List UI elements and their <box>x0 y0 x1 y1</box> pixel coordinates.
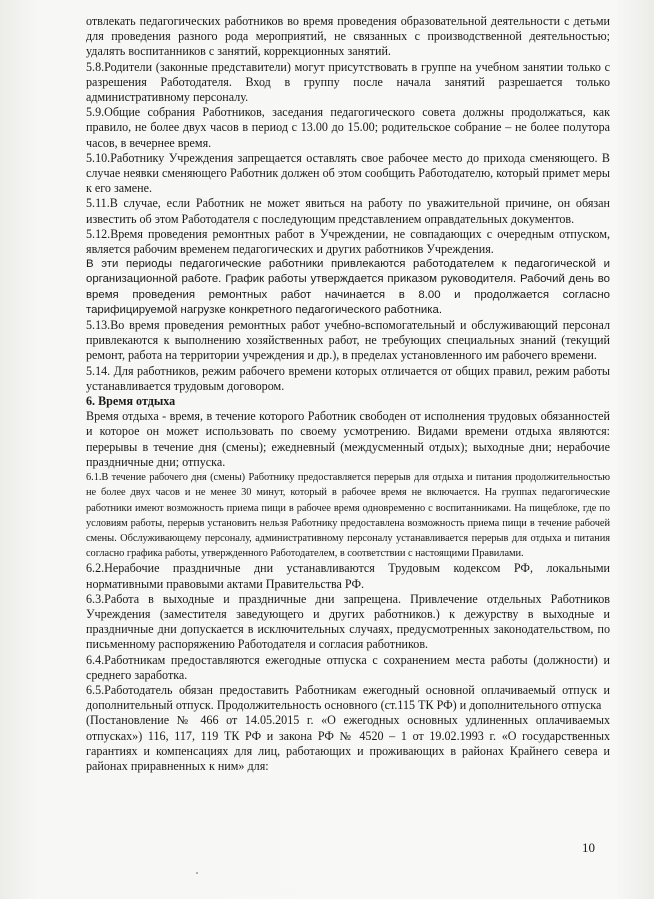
paragraph-6-5: 6.5.Работодатель обязан предоставить Работникам ежегодный основной оплачиваемый отпуск и дополнительный отпуск. Продолжительность основного (ст.115 ТК РФ) и дополнительного отпуска <box>86 682 610 713</box>
paragraph-continuation: отвлекать педагогических работников во время проведения образовательной деятельности с детьми для проведения разного рода мероприятий, не связанных с производственной деятельностью; удалять воспитанников с занятий, коррекционных занятий. <box>86 14 610 59</box>
page-number: 10 <box>582 840 595 855</box>
paragraph-5-10: 5.10.Работнику Учреждения запрещается оставлять свое рабочее место до прихода сменяющего. В случае неявки сменяющего Работник должен об этом сообщить Работодателю, который примет меры к его замене. <box>86 150 610 196</box>
paragraph-6-5-continued: (Постановление № 466 от 14.05.2015 г. «О ежегодных основных удлиненных оплачиваемых отпусках») 116, 117, 119 ТК РФ и закона РФ № 4520 – 1 от 19.02.1993 г. «О государственных гарантиях и компенсациях для лиц, работающих и проживающих в районах Крайнего севера и районах приравненных к ним» для: <box>86 713 610 773</box>
scan-speck <box>196 872 198 874</box>
section-heading-rest-time: 6. Время отдыха <box>86 394 176 409</box>
paragraph-6-2: 6.2.Нерабочие праздничные дни устанавливаются Трудовым кодексом РФ, локальными нормативными правовыми актами Правительства РФ. <box>86 561 610 591</box>
paragraph-5-14: 5.14. Для работников, режим рабочего времени которых отличается от общих правил, режим работы устанавливается трудовым договором. <box>86 363 610 393</box>
paragraph-5-9: 5.9.Общие собрания Работников, заседания педагогического совета должны продолжаться, как правило, не более двух часов в период с 13.00 до 15.00; родительское собрание – не более полутора часов, в вечернее время. <box>86 105 610 150</box>
paragraph-5-13: 5.13.Во время проведения ремонтных работ учебно-вспомогательный и обслуживающий персонал привлекаются к выполнению хозяйственных работ, не требующих специальных знаний (текущий ремонт, работа на территории учреждения и др.), в пределах установленного им рабочего времени. <box>86 318 610 363</box>
paragraph-5-12: 5.12.Время проведения ремонтных работ в Учреждении, не совпадающих с очередным отпуском, является рабочим временем педагогических и других работников Учреждения. <box>86 226 610 257</box>
paragraph-6-1: 6.1.В течение рабочего дня (смены) Работнику предоставляется перерыв для отдыха и питания продолжительностью не более двух часов и не менее 30 минут, который в рабочее время не включается. На группах педагогические работники имеют возможность приема пищи в рабочее время одновременно с воспитанниками. На пищеблоке, где по условиям работы, перерыв установить нельзя Работнику предоставлена возможность приема пищи в течение рабочей смены. Обслуживающему персоналу, административному персоналу устанавливается перерыв для отдыха и питания согласно графика работы, утвержденного Работодателем, в соответствии с настоящими Правилами. <box>86 472 610 560</box>
paragraph-rest-time-definition: Время отдыха - время, в течение которого Работник свободен от исполнения трудовых обязанностей и которое он может использовать по своему усмотрению. Видами времени отдыха являются: перерывы в течение дня (смены); ежедневный (междусменный отдых); выходные дни; нерабочие праздничные дни; отпуска. <box>86 409 610 469</box>
paragraph-5-8: 5.8.Родители (законные представители) могут присутствовать в группе на учебном занятии только с разрешения Работодателя. Вход в группу после начала занятий разрешается только административному персоналу. <box>86 59 610 105</box>
paragraph-6-4: 6.4.Работникам предоставляются ежегодные отпуска с сохранением места работы (должности) и среднего заработка. <box>86 652 610 682</box>
paragraph-6-3: 6.3.Работа в выходные и праздничные дни запрещена. Привлечение отдельных Работников Учреждения (заместителя заведующего и других работников.) к дежурству в выходные и праздничные дни допускается в исключительных случаях, предусмотренных законодательством, по письменному распоряжению Работодателя и согласия работников. <box>86 591 610 652</box>
paragraph-5-12-continued: В эти периоды педагогические работники привлекаются работодателем к педагогической и организационной работе. График работы утверждается приказом руководителя. Рабочий день во время проведения ремонтных работ начинается в 8.00 и продолжается согласно тарифицируемой нагрузке конкретного педагогического работника. <box>86 258 610 316</box>
document-body <box>86 14 610 774</box>
paragraph-5-11: 5.11.В случае, если Работник не может явиться на работу по уважительной причине, он обязан известить об этом Работодателя с последующим представлением оправдательных документов. <box>86 196 610 226</box>
